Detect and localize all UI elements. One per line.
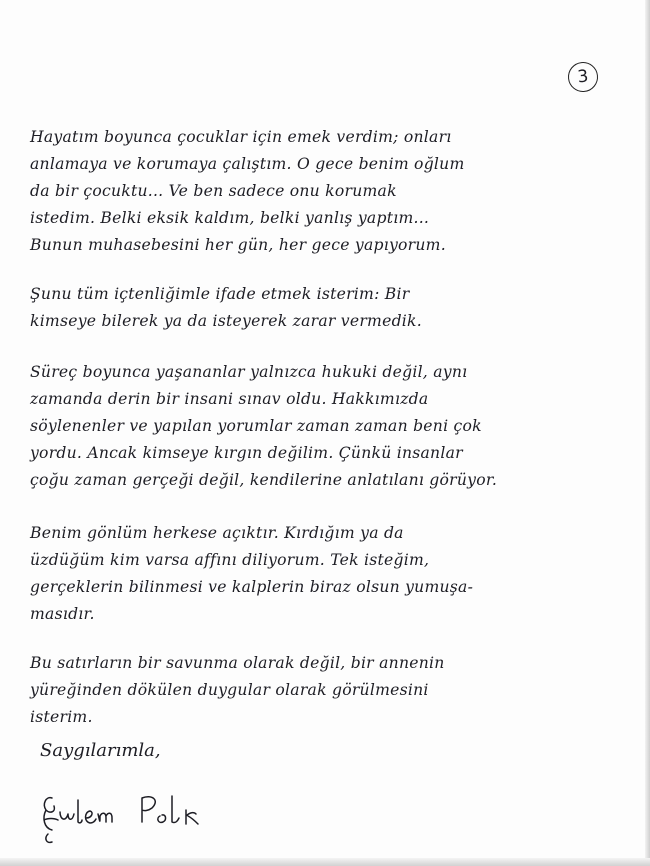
text-line: kimseye bilerek ya da isteyerek zarar vermedik. (30, 312, 422, 330)
text-line: Bunun muhasebesini her gün, her gece yapıyorum. (30, 236, 446, 254)
text-line: masıdır. (30, 605, 95, 623)
text-line: zamanda derin bir insani sınav oldu. Hakkımızda (30, 390, 429, 408)
paragraph-4 (30, 520, 615, 628)
paragraph-gap (30, 259, 615, 281)
text-line: istedim. Belki eksik kaldım, belki yanlış yaptım... (30, 209, 430, 227)
text-line: Süreç boyunca yaşananlar yalnızca hukuki değil, aynı (30, 363, 468, 381)
closing-salutation: Saygılarımla, (40, 740, 161, 761)
paragraph-gap (30, 628, 615, 650)
paragraph-3 (30, 359, 615, 494)
handwritten-signature (38, 784, 208, 846)
text-line: çoğu zaman gerçeği değil, kendilerine anlatılanı görüyor. (30, 471, 498, 489)
paragraph-1 (30, 124, 615, 259)
paragraph-5 (30, 650, 615, 731)
text-line: da bir çocuktu... Ve ben sadece onu korumak (30, 182, 397, 200)
letter-body (30, 124, 615, 731)
text-line: gerçeklerin bilinmesi ve kalplerin biraz olsun yumuşa- (30, 578, 474, 596)
text-line: Hayatım boyunca çocuklar için emek verdim; onları (30, 128, 452, 146)
page-number: 3 (567, 61, 600, 94)
text-line: söylenenler ve yapılan yorumlar zaman zaman beni çok (30, 417, 482, 435)
signature-drawing (38, 784, 208, 846)
text-line: isterim. (30, 708, 93, 726)
page-edge-right (645, 0, 650, 866)
text-line: anlamaya ve korumaya çalıştım. O gece benim oğlum (30, 155, 465, 173)
text-line: yordu. Ancak kimseye kırgın değilim. Çünkü insanlar (30, 444, 463, 462)
paragraph-gap (30, 494, 615, 520)
page-edge-bottom (0, 858, 650, 866)
text-line: yüreğinden dökülen duygular olarak görülmesini (30, 681, 429, 699)
text-line: üzdüğüm kim varsa affını diliyorum. Tek isteğim, (30, 551, 430, 569)
text-line: Bu satırların bir savunma olarak değil, bir annenin (30, 654, 445, 672)
paragraph-gap (30, 335, 615, 359)
text-line: Benim gönlüm herkese açıktır. Kırdığım ya da (30, 524, 404, 542)
text-line: Şunu tüm içtenliğimle ifade etmek isterim: Bir (30, 285, 410, 303)
paragraph-2 (30, 281, 615, 335)
